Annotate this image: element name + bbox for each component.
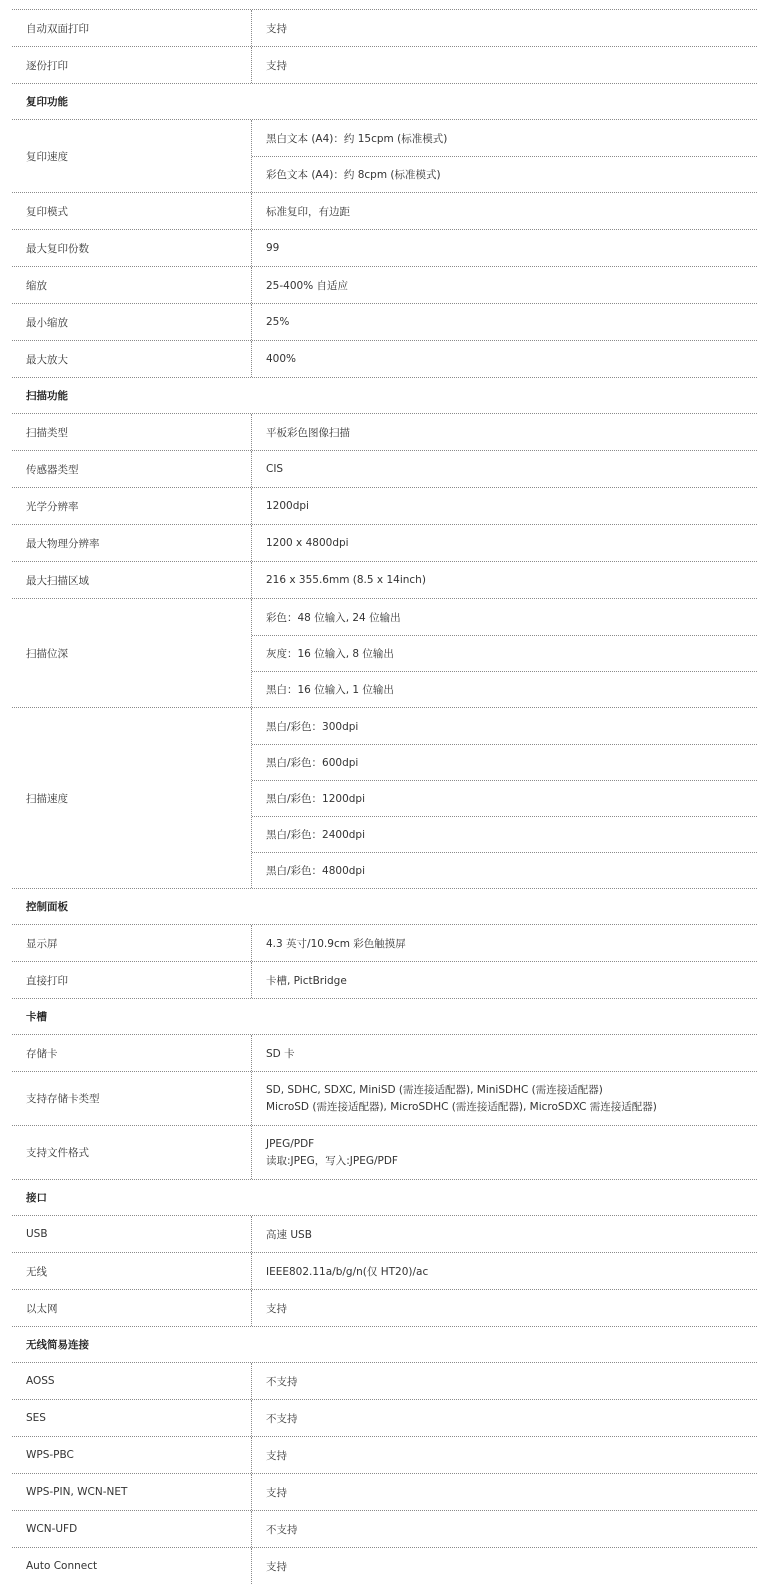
spec-value: 黑白/彩色：300dpi <box>266 720 359 733</box>
spec-label: WPS-PIN, WCN-NET <box>26 1486 128 1498</box>
spec-row <box>12 524 757 561</box>
spec-value: 标准复印，有边距 <box>266 205 350 218</box>
spec-value: 不支持 <box>266 1523 298 1536</box>
spec-value: 1200 x 4800dpi <box>266 537 349 549</box>
spec-label: 自动双面打印 <box>26 22 89 35</box>
spec-values <box>251 267 757 303</box>
spec-value <box>252 1126 757 1179</box>
spec-value-line: MicroSD (需连接适配器), MicroSDHC (需连接适配器), MicroSDXC 需连接适配器) <box>266 1100 657 1113</box>
spec-label: 最大物理分辨率 <box>26 537 100 550</box>
spec-label: Auto Connect <box>26 1560 98 1572</box>
spec-value: 400% <box>266 353 297 365</box>
spec-values <box>251 10 757 46</box>
spec-label: 复印模式 <box>26 205 68 218</box>
spec-values <box>251 1035 757 1071</box>
spec-values <box>251 1548 757 1584</box>
spec-label: USB <box>26 1228 48 1240</box>
spec-value: 1200dpi <box>266 500 309 512</box>
spec-value: CIS <box>266 463 284 475</box>
spec-value-line: JPEG/PDF <box>266 1137 315 1150</box>
section-header: 接口 <box>12 1179 757 1215</box>
spec-row <box>12 1436 757 1473</box>
spec-row <box>12 229 757 266</box>
spec-row <box>12 1547 757 1584</box>
spec-row <box>12 1215 757 1252</box>
spec-value: 灰度：16 位输入, 8 位输出 <box>252 635 757 671</box>
spec-row <box>12 303 757 340</box>
spec-row <box>12 598 757 707</box>
spec-values <box>251 1511 757 1547</box>
spec-value: 卡槽, PictBridge <box>266 974 347 987</box>
spec-value: 支持 <box>266 1560 287 1573</box>
section-header: 卡槽 <box>12 998 757 1034</box>
spec-values <box>251 599 757 707</box>
spec-values <box>251 708 757 888</box>
spec-value: IEEE802.11a/b/g/n(仅 HT20)/ac <box>266 1265 429 1278</box>
spec-values <box>251 120 757 192</box>
section-header: 扫描功能 <box>12 377 757 413</box>
spec-value: 彩色：48 位输入, 24 位输出 <box>266 611 401 624</box>
spec-value: 不支持 <box>266 1412 298 1425</box>
spec-row <box>12 119 757 192</box>
spec-value: 25% <box>266 316 290 328</box>
spec-row <box>12 1362 757 1399</box>
spec-value: 平板彩色图像扫描 <box>266 426 350 439</box>
spec-label: 最小缩放 <box>26 316 68 329</box>
spec-values <box>251 488 757 524</box>
spec-row <box>12 487 757 524</box>
spec-value: 25-400% 自适应 <box>266 279 349 292</box>
spec-values <box>251 525 757 561</box>
spec-table <box>12 9 757 1584</box>
spec-value: 支持 <box>266 1449 287 1462</box>
spec-value: 支持 <box>266 1486 287 1499</box>
spec-values <box>251 47 757 83</box>
spec-value-line: 读取:JPEG，写入:JPEG/PDF <box>266 1154 398 1167</box>
spec-value: 黑白/彩色：2400dpi <box>252 816 757 852</box>
spec-row <box>12 9 757 46</box>
spec-values <box>251 304 757 340</box>
spec-value: SD 卡 <box>266 1047 295 1060</box>
spec-values <box>251 1437 757 1473</box>
spec-label: 光学分辨率 <box>26 500 79 513</box>
spec-values <box>251 230 757 266</box>
spec-values <box>251 1126 757 1179</box>
spec-value: 黑白文本 (A4)：约 15cpm (标准模式) <box>266 132 448 145</box>
spec-value: 黑白/彩色：4800dpi <box>252 852 757 888</box>
spec-label: 复印速度 <box>26 150 68 163</box>
spec-value: 高速 USB <box>266 1228 312 1241</box>
spec-label: 无线 <box>26 1265 47 1278</box>
spec-label: WCN-UFD <box>26 1523 78 1535</box>
spec-row <box>12 1252 757 1289</box>
spec-value: 99 <box>266 242 280 254</box>
spec-label: 直接打印 <box>26 974 68 987</box>
spec-label: 存储卡 <box>26 1047 58 1060</box>
spec-values <box>251 1400 757 1436</box>
spec-value <box>252 1072 757 1125</box>
spec-row <box>12 1034 757 1071</box>
spec-value: 支持 <box>266 22 287 35</box>
spec-row <box>12 924 757 961</box>
spec-values <box>251 414 757 450</box>
spec-value: 彩色文本 (A4)：约 8cpm (标准模式) <box>252 156 757 192</box>
spec-row <box>12 266 757 303</box>
spec-row <box>12 707 757 888</box>
spec-label: 最大放大 <box>26 353 68 366</box>
spec-label: 支持存储卡类型 <box>26 1093 100 1105</box>
spec-row <box>12 1125 757 1179</box>
spec-label: 传感器类型 <box>26 463 79 476</box>
spec-label: WPS-PBC <box>26 1449 74 1461</box>
spec-value-line: SD, SDHC, SDXC, MiniSD (需连接适配器), MiniSDHC (需连接适配器) <box>266 1083 603 1096</box>
spec-row <box>12 1071 757 1125</box>
spec-values <box>251 1363 757 1399</box>
spec-label: 支持文件格式 <box>26 1147 89 1159</box>
spec-value: 4.3 英寸/10.9cm 彩色触摸屏 <box>266 937 406 950</box>
spec-row <box>12 961 757 998</box>
spec-label: 显示屏 <box>26 937 58 950</box>
spec-values <box>251 1072 757 1125</box>
spec-label: 缩放 <box>26 279 47 292</box>
section-header: 无线简易连接 <box>12 1326 757 1362</box>
spec-label: 逐份打印 <box>26 59 68 72</box>
spec-values <box>251 962 757 998</box>
spec-value: 黑白/彩色：1200dpi <box>252 780 757 816</box>
spec-values <box>251 1290 757 1326</box>
spec-row <box>12 450 757 487</box>
spec-values <box>251 925 757 961</box>
spec-values <box>251 1216 757 1252</box>
spec-label: 扫描速度 <box>26 792 68 805</box>
spec-values <box>251 562 757 598</box>
spec-values <box>251 341 757 377</box>
spec-row <box>12 1473 757 1510</box>
spec-value: 支持 <box>266 1302 287 1315</box>
spec-row <box>12 340 757 377</box>
spec-value: 216 x 355.6mm (8.5 x 14inch) <box>266 574 426 586</box>
spec-row <box>12 46 757 83</box>
spec-value: 黑白/彩色：600dpi <box>252 744 757 780</box>
spec-value: 支持 <box>266 59 287 72</box>
section-header: 复印功能 <box>12 83 757 119</box>
spec-row <box>12 413 757 450</box>
spec-values <box>251 1474 757 1510</box>
spec-row <box>12 1289 757 1326</box>
spec-label: AOSS <box>26 1375 55 1387</box>
spec-values <box>251 451 757 487</box>
spec-value: 不支持 <box>266 1375 298 1388</box>
spec-label: 最大扫描区域 <box>26 574 89 587</box>
spec-label: 扫描类型 <box>26 426 68 439</box>
section-header: 控制面板 <box>12 888 757 924</box>
spec-value: 黑白：16 位输入, 1 位输出 <box>252 671 757 707</box>
spec-label: 最大复印份数 <box>26 242 89 255</box>
spec-row <box>12 192 757 229</box>
spec-label: SES <box>26 1412 46 1424</box>
spec-label: 扫描位深 <box>26 647 68 660</box>
spec-values <box>251 1253 757 1289</box>
spec-row <box>12 1510 757 1547</box>
spec-label: 以太网 <box>26 1302 58 1315</box>
spec-values <box>251 193 757 229</box>
spec-row <box>12 561 757 598</box>
spec-row <box>12 1399 757 1436</box>
